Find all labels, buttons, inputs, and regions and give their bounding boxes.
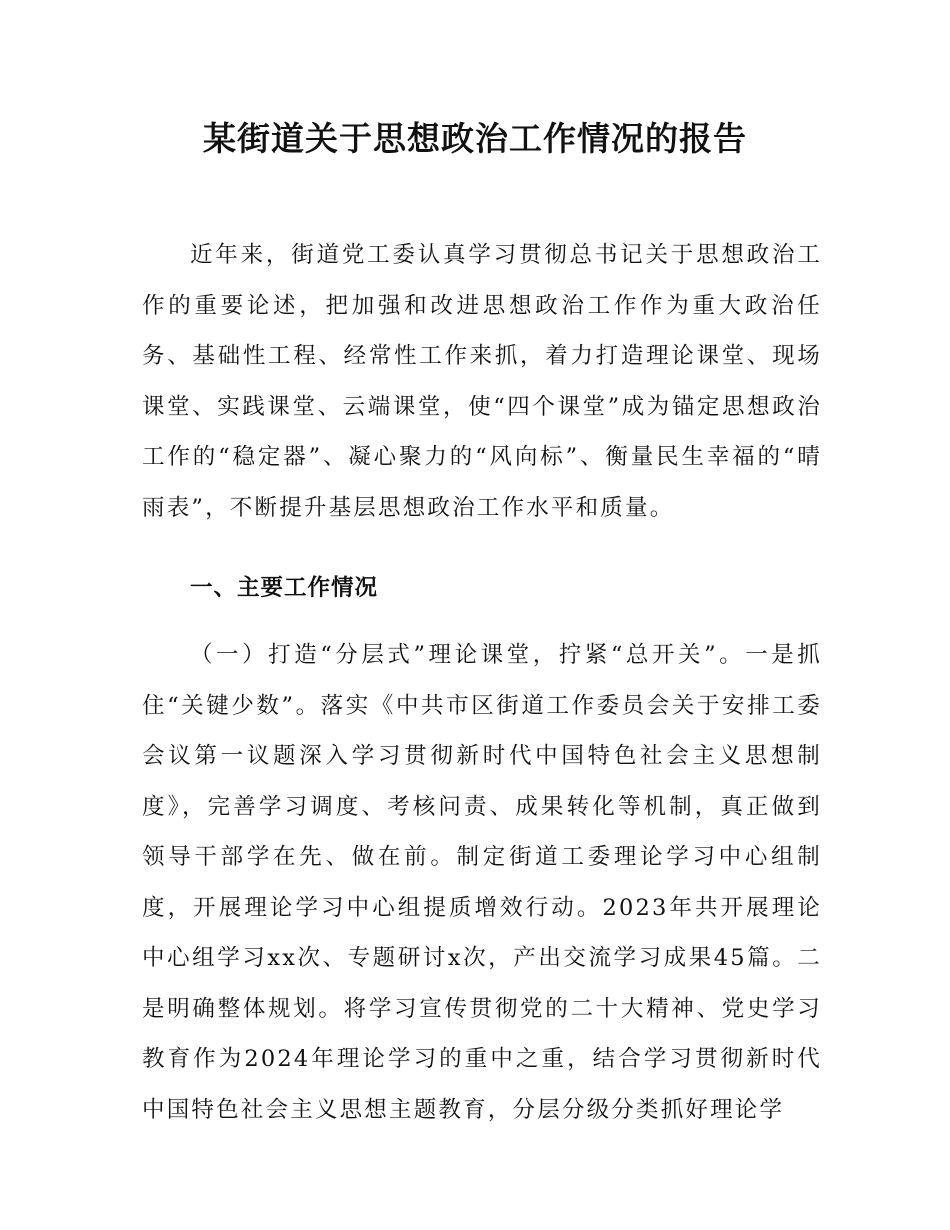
section-heading: 一、主要工作情况 <box>190 575 379 601</box>
section-paragraph: （一）打造“分层式”理论课堂，拧紧“总开关”。一是抓住“关键少数”。落实《中共市区街道工作委员会关于安排工委会议第一议题深入学习贯彻新时代中国特色社会主义思想制度》，完善学习调度、考核问责、成果转化等机制，真正做到领导干部学在先、做在前。制定街道工委理论学习中心组制度，开展理论学习中心组提质增效行动。2023年共开展理论中心组学习xx次、专题研讨x次，产出交流学习成果45篇。二是明确整体规划。将学习宣传贯彻党的二十大精神、党史学习教育作为2024年理论学习的重中之重，结合学习贯彻新时代中国特色社会主义思想主题教育，分层分级分类抓好理论学 <box>142 642 822 1123</box>
document-title: 某街道关于思想政治工作情况的报告 <box>203 119 747 158</box>
intro-paragraph: 近年来，街道党工委认真学习贯彻总书记关于思想政治工作的重要论述，把加强和改进思想政治工作作为重大政治任务、基础性工程、经常性工作来抓，着力打造理论课堂、现场课堂、实践课堂、云端课堂，使“四个课堂”成为锚定思想政治工作的“稳定器”、凝心聚力的“风向标”、衡量民生幸福的“晴雨表”，不断提升基层思想政治工作水平和质量。 <box>142 242 822 521</box>
